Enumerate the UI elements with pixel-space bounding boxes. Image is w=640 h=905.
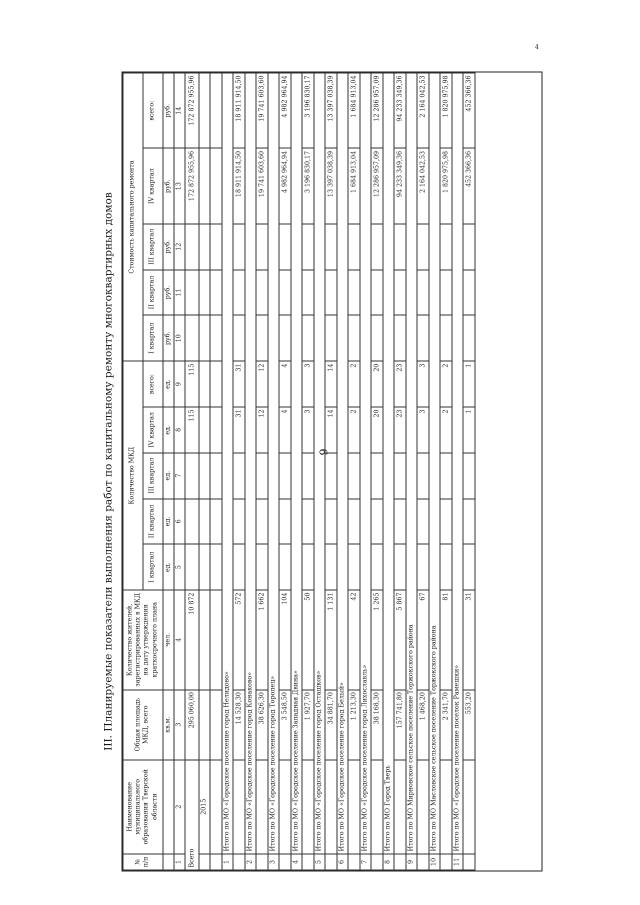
unit-mkd-q3: ед.	[163, 453, 174, 499]
group-mkd-total: 1	[463, 361, 475, 407]
empty-cell	[256, 315, 268, 361]
empty-cell	[417, 224, 429, 270]
unit-mkd-q4: ед.	[163, 407, 174, 453]
rotated-page	[98, 72, 543, 872]
empty-cell	[233, 453, 245, 499]
group-area: 14 528,30	[233, 690, 245, 760]
empty-cell	[463, 854, 475, 870]
group-residents: 1 662	[256, 590, 268, 690]
group-mkd-total: 4	[279, 361, 291, 407]
group-cost-q4: 19 741 603,60	[256, 148, 268, 223]
group-header-row	[314, 73, 325, 870]
group-residents: 572	[233, 590, 245, 690]
empty-cell	[394, 854, 406, 870]
empty-cell	[348, 270, 360, 316]
empty-cell	[463, 544, 475, 590]
group-number: 3	[268, 854, 279, 870]
empty-cell	[417, 270, 429, 316]
header-cost-total: всего:	[143, 73, 163, 148]
empty-cell	[233, 499, 245, 545]
empty-cell	[302, 544, 314, 590]
group-number: 10	[429, 854, 440, 870]
group-number: 8	[383, 854, 394, 870]
group-data-row	[302, 73, 314, 870]
group-title: Итого по МО «Городское поселение город Торопец»	[268, 73, 279, 854]
empty-cell	[394, 315, 406, 361]
header-cost: Стоимость капитального ремонта	[123, 73, 143, 361]
header-row-1	[123, 73, 143, 870]
empty-cell	[371, 270, 383, 316]
group-cost-q4: 1 684 913,04	[348, 148, 360, 223]
empty-cell	[440, 224, 452, 270]
group-mkd-total: 2	[348, 361, 360, 407]
group-title: Итого по МО «Городское поселение город Осташков»	[314, 73, 325, 854]
empty-cell	[279, 315, 291, 361]
empty-cell	[440, 453, 452, 499]
column-numbers-row	[174, 73, 185, 870]
col-number: 11	[174, 270, 185, 316]
empty-cell	[325, 499, 337, 545]
group-residents: 104	[279, 590, 291, 690]
unit-mkd-q2: ед.	[163, 499, 174, 545]
group-title: Итого по МО «Городское поселение город Лихославль»	[360, 73, 371, 854]
unit-cost-q3: руб.	[163, 224, 174, 270]
empty-cell	[233, 760, 245, 854]
group-cost-total: 13 397 038,39	[325, 73, 337, 148]
group-mkd-total: 31	[233, 361, 245, 407]
empty-cell	[371, 315, 383, 361]
total-label: Всего	[185, 760, 199, 870]
group-mkd-q4: 31	[233, 407, 245, 453]
header-mkd-q1: I квартал	[143, 544, 163, 590]
group-header-row	[360, 73, 371, 870]
group-area: 38 168,30	[371, 690, 383, 760]
empty-cell	[279, 270, 291, 316]
group-header-row	[406, 73, 417, 870]
empty-cell	[233, 315, 245, 361]
empty-cell	[325, 315, 337, 361]
empty-cell	[233, 544, 245, 590]
empty-cell	[463, 499, 475, 545]
empty-cell	[279, 224, 291, 270]
group-number: 6	[337, 854, 348, 870]
empty-cell	[463, 760, 475, 854]
group-title: Итого по МО «Городское поселение город Белый»	[337, 73, 348, 854]
group-cost-q4: 4 982 964,94	[279, 148, 291, 223]
col-number: 14	[174, 73, 185, 148]
empty-cell	[440, 270, 452, 316]
group-data-row	[394, 73, 406, 870]
group-mkd-q4: 2	[440, 407, 452, 453]
page-number: 9	[317, 448, 331, 456]
group-cost-q4: 18 911 914,50	[233, 148, 245, 223]
group-header-row	[337, 73, 348, 870]
group-area: 1 213,30	[348, 690, 360, 760]
group-number: 5	[314, 854, 325, 870]
group-cost-q4: 12 286 957,09	[371, 148, 383, 223]
empty-cell	[417, 760, 429, 854]
total-cost-total: 172 872 955,96	[185, 73, 199, 148]
empty-cell	[325, 854, 337, 870]
empty-cell	[440, 760, 452, 854]
empty-cell	[394, 453, 406, 499]
group-header-row	[383, 73, 394, 870]
group-cost-total: 452 366,36	[463, 73, 475, 148]
unit-residents: чел.	[163, 590, 174, 690]
header-num: № п/п	[123, 854, 163, 870]
empty-cell	[302, 453, 314, 499]
empty-cell	[417, 453, 429, 499]
empty-cell	[371, 453, 383, 499]
total-mkd-total: 115	[185, 361, 199, 407]
empty-cell	[463, 453, 475, 499]
group-residents: 67	[417, 590, 429, 690]
group-number: 1	[222, 854, 233, 870]
empty-cell	[440, 544, 452, 590]
empty-cell	[371, 760, 383, 854]
col-number: 13	[174, 148, 185, 223]
empty-cell	[279, 544, 291, 590]
group-title: Итого по МО Город Тверь	[383, 73, 394, 854]
group-cost-total: 4 982 964,94	[279, 73, 291, 148]
group-number: 9	[406, 854, 417, 870]
empty-cell	[325, 544, 337, 590]
col-number: 7	[174, 453, 185, 499]
empty-cell	[417, 499, 429, 545]
total-cost-q1	[185, 315, 199, 361]
group-mkd-total: 2	[440, 361, 452, 407]
empty-cell	[463, 224, 475, 270]
group-area: 1 468,20	[417, 690, 429, 760]
group-data-row	[463, 73, 475, 870]
group-cost-q4: 3 196 830,17	[302, 148, 314, 223]
group-mkd-total: 14	[325, 361, 337, 407]
col-number: 4	[174, 590, 185, 690]
empty-cell	[256, 224, 268, 270]
group-cost-total: 19 741 603,60	[256, 73, 268, 148]
total-cost-q3	[185, 224, 199, 270]
empty-cell	[256, 453, 268, 499]
empty-cell	[279, 760, 291, 854]
header-mkd-q4: IV квартал	[143, 407, 163, 453]
group-area: 38 626,30	[256, 690, 268, 760]
group-mkd-q4: 4	[279, 407, 291, 453]
total-cost-q2	[185, 270, 199, 316]
group-area: 34 881,70	[325, 690, 337, 760]
empty-cell	[440, 854, 452, 870]
spacer-row	[210, 73, 222, 870]
empty-cell	[348, 499, 360, 545]
group-mkd-q4: 12	[256, 407, 268, 453]
group-mkd-q4: 3	[302, 407, 314, 453]
header-mkd-q3: III квартал	[143, 453, 163, 499]
empty-cell	[371, 499, 383, 545]
group-cost-q4: 94 233 349,36	[394, 148, 406, 223]
empty-cell	[325, 270, 337, 316]
col-number: 5	[174, 544, 185, 590]
empty-cell	[394, 760, 406, 854]
group-title: Итого по МО Мирновское сельское поселение Торжокского района	[406, 73, 417, 854]
header-cost-q2: II квартал	[143, 270, 163, 316]
empty-cell	[279, 854, 291, 870]
group-data-row	[371, 73, 383, 870]
empty-cell	[256, 270, 268, 316]
group-title: Итого по МО «Городское поселение Западная Двина»	[291, 73, 302, 854]
group-residents: 42	[348, 590, 360, 690]
empty-cell	[302, 854, 314, 870]
empty-cell	[256, 854, 268, 870]
empty-cell	[371, 224, 383, 270]
group-cost-total: 12 286 957,09	[371, 73, 383, 148]
group-mkd-q4: 2	[348, 407, 360, 453]
empty-cell	[348, 224, 360, 270]
empty-cell	[440, 499, 452, 545]
group-data-row	[325, 73, 337, 870]
group-number: 2	[245, 854, 256, 870]
empty-cell	[348, 760, 360, 854]
empty-cell	[417, 315, 429, 361]
empty-cell	[302, 270, 314, 316]
group-header-row	[452, 73, 463, 870]
empty-cell	[348, 315, 360, 361]
group-data-row	[348, 73, 360, 870]
empty-cell	[233, 854, 245, 870]
empty-cell	[256, 499, 268, 545]
header-name: Наименование муниципального образования Тверской области	[123, 760, 163, 854]
empty-cell	[302, 760, 314, 854]
header-mkd-q2: II квартал	[143, 499, 163, 545]
empty-cell	[371, 544, 383, 590]
group-area: 553,20	[463, 690, 475, 760]
group-title: Итого по МО Масловское сельское поселение Торжокского района	[429, 73, 440, 854]
unit-area: кв.м.	[163, 690, 174, 760]
section-title: III. Планируемые показатели выполнения работ по капитальному ремонту многоквартирных домов	[102, 192, 115, 751]
group-cost-total: 94 233 349,36	[394, 73, 406, 148]
col-number: 6	[174, 499, 185, 545]
header-cost-q3: III квартал	[143, 224, 163, 270]
group-header-row	[245, 73, 256, 870]
group-data-row	[279, 73, 291, 870]
col-number: 3	[174, 690, 185, 760]
group-number: 7	[360, 854, 371, 870]
empty-cell	[325, 224, 337, 270]
empty-cell	[256, 544, 268, 590]
group-residents: 50	[302, 590, 314, 690]
group-mkd-total: 20	[371, 361, 383, 407]
group-cost-total: 3 196 830,17	[302, 73, 314, 148]
header-cost-q4: IV квартал	[143, 148, 163, 223]
header-mkd-count: Количество МКД	[123, 361, 143, 590]
total-mkd-q2	[185, 499, 199, 545]
group-cost-q4: 13 397 038,39	[325, 148, 337, 223]
group-residents: 81	[440, 590, 452, 690]
header-residents: Количество жителей, зарегистрированных в МКД на дату утверждения краткосрочного плана	[123, 590, 163, 690]
group-mkd-q4: 14	[325, 407, 337, 453]
group-cost-q4: 452 366,36	[463, 148, 475, 223]
group-number: 11	[452, 854, 463, 870]
table-frame	[122, 72, 543, 872]
group-mkd-q4: 23	[394, 407, 406, 453]
empty-cell	[348, 854, 360, 870]
total-row	[185, 73, 199, 870]
group-area: 3 548,50	[279, 690, 291, 760]
col-number: 1	[174, 854, 185, 870]
group-cost-total: 2 164 042,53	[417, 73, 429, 148]
empty-cell	[417, 544, 429, 590]
col-number: 8	[174, 407, 185, 453]
unit-num	[163, 854, 174, 870]
group-header-row	[429, 73, 440, 870]
group-cost-total: 1 684 913,04	[348, 73, 360, 148]
empty-cell	[463, 315, 475, 361]
empty-cell	[394, 544, 406, 590]
empty-cell	[348, 453, 360, 499]
unit-cost-q4: руб.	[163, 148, 174, 223]
group-data-row	[440, 73, 452, 870]
group-cost-total: 1 820 975,98	[440, 73, 452, 148]
group-mkd-q4: 20	[371, 407, 383, 453]
empty-cell	[394, 270, 406, 316]
empty-cell	[371, 854, 383, 870]
col-number: 2	[174, 760, 185, 854]
plan-table	[123, 73, 476, 871]
year-label: 2015	[199, 760, 210, 854]
col-number: 10	[174, 315, 185, 361]
group-mkd-total: 23	[394, 361, 406, 407]
empty-cell	[417, 854, 429, 870]
empty-cell	[463, 270, 475, 316]
empty-cell	[302, 499, 314, 545]
group-data-row	[417, 73, 429, 870]
units-row	[163, 73, 174, 870]
group-residents: 31	[463, 590, 475, 690]
empty-cell	[233, 224, 245, 270]
unit-cost-q1: руб.	[163, 315, 174, 361]
empty-cell	[325, 453, 337, 499]
group-cost-q4: 2 164 042,53	[417, 148, 429, 223]
group-data-row	[233, 73, 245, 870]
empty-cell	[394, 224, 406, 270]
total-mkd-q1	[185, 544, 199, 590]
group-area: 2 341,70	[440, 690, 452, 760]
unit-cost-q2: руб.	[163, 270, 174, 316]
header-area: Общая площадь МКД, всего	[123, 690, 163, 760]
edge-mark: 4	[535, 44, 539, 51]
group-area: 1 927,70	[302, 690, 314, 760]
unit-name	[163, 760, 174, 854]
header-cost-q1: I квартал	[143, 315, 163, 361]
group-cost-q4: 1 820 975,98	[440, 148, 452, 223]
total-area: 295 060,00	[185, 690, 199, 760]
group-mkd-q4: 3	[417, 407, 429, 453]
year-row	[199, 73, 210, 870]
total-mkd-q4: 115	[185, 407, 199, 453]
group-residents: 1 265	[371, 590, 383, 690]
group-cost-total: 18 911 914,50	[233, 73, 245, 148]
total-residents: 10 872	[185, 590, 199, 690]
empty-cell	[302, 224, 314, 270]
empty-cell	[233, 270, 245, 316]
unit-cost-total: руб.	[163, 73, 174, 148]
group-title: Итого по МО «Городское поселение город Нелидово»	[222, 73, 233, 854]
empty-cell	[394, 499, 406, 545]
group-title: Итого по МО «Городское поселение город Конаково»	[245, 73, 256, 854]
empty-cell	[279, 453, 291, 499]
col-number: 9	[174, 361, 185, 407]
group-residents: 1 131	[325, 590, 337, 690]
total-cost-q4: 172 872 955,96	[185, 148, 199, 223]
group-header-row	[291, 73, 302, 870]
unit-mkd-q1: ед.	[163, 544, 174, 590]
group-residents: 5 867	[394, 590, 406, 690]
group-data-row	[256, 73, 268, 870]
group-header-row	[222, 73, 233, 870]
empty-cell	[279, 499, 291, 545]
empty-cell	[256, 760, 268, 854]
header-mkd-total: всего:	[143, 361, 163, 407]
group-header-row	[268, 73, 279, 870]
col-number: 12	[174, 224, 185, 270]
group-title: Итого по МО «Городское поселение поселок Рамешки»	[452, 73, 463, 854]
group-mkd-q4: 1	[463, 407, 475, 453]
empty-cell	[302, 315, 314, 361]
total-mkd-q3	[185, 453, 199, 499]
empty-cell	[325, 760, 337, 854]
group-mkd-total: 3	[417, 361, 429, 407]
group-mkd-total: 12	[256, 361, 268, 407]
unit-mkd-total: ед.	[163, 361, 174, 407]
group-mkd-total: 3	[302, 361, 314, 407]
group-area: 157 741,80	[394, 690, 406, 760]
group-number: 4	[291, 854, 302, 870]
empty-cell	[440, 315, 452, 361]
empty-cell	[348, 544, 360, 590]
